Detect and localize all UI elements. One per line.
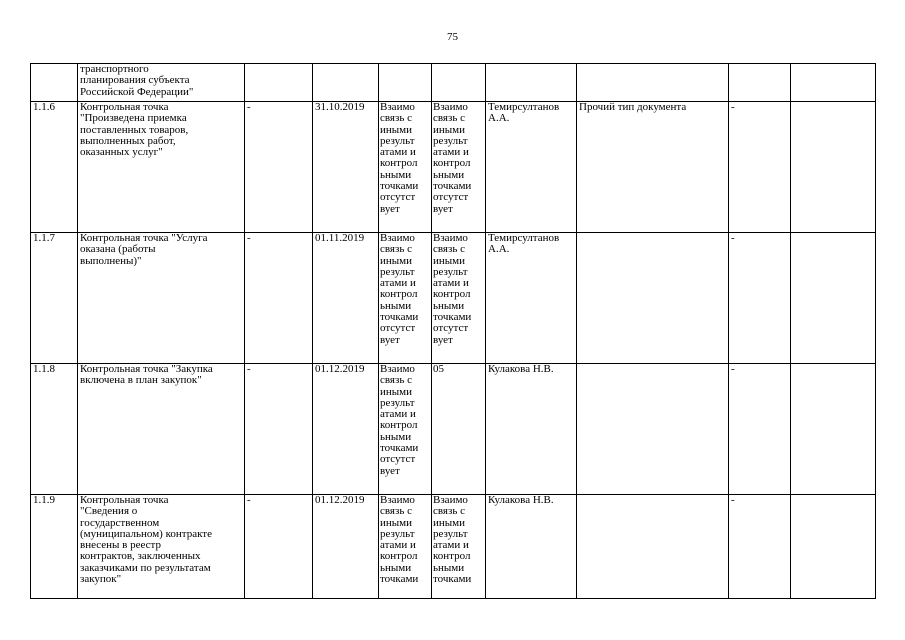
- cell-control-level: -: [729, 495, 791, 599]
- cell-link-previous: Взаимо связь с иными результ атами и контрол ьными точками отсутст вует: [379, 233, 432, 364]
- cell-document-type: Прочий тип документа: [577, 102, 729, 233]
- cell-start-date: -: [245, 233, 313, 364]
- cell-link-next: Взаимо связь с иными результ атами и контрол ьными точками отсутст вует: [432, 102, 486, 233]
- cell-control-level: -: [729, 364, 791, 495]
- cell-start-date: [245, 64, 313, 102]
- cell-number: 1.1.8: [31, 364, 78, 495]
- cell-link-next: 05: [432, 364, 486, 495]
- cell-link-previous: [379, 64, 432, 102]
- cell-extra: [791, 364, 876, 495]
- cell-extra: [791, 102, 876, 233]
- cell-number: 1.1.9: [31, 495, 78, 599]
- cell-end-date: 01.12.2019: [313, 495, 379, 599]
- cell-end-date: 01.11.2019: [313, 233, 379, 364]
- cell-number: [31, 64, 78, 102]
- cell-link-next: Взаимо связь с иными результ атами и контрол ьными точками: [432, 495, 486, 599]
- control-points-table: [30, 63, 876, 599]
- cell-link-previous: Взаимо связь с иными результ атами и контрол ьными точками отсутст вует: [379, 364, 432, 495]
- cell-link-next: Взаимо связь с иными результ атами и контрол ьными точками отсутст вует: [432, 233, 486, 364]
- cell-extra: [791, 233, 876, 364]
- cell-control-level: -: [729, 233, 791, 364]
- cell-document-type: [577, 233, 729, 364]
- cell-link-previous: Взаимо связь с иными результ атами и контрол ьными точками: [379, 495, 432, 599]
- cell-responsible: Темирсултанов А.А.: [486, 233, 577, 364]
- cell-start-date: -: [245, 102, 313, 233]
- cell-end-date: 31.10.2019: [313, 102, 379, 233]
- cell-start-date: -: [245, 364, 313, 495]
- cell-document-type: [577, 495, 729, 599]
- cell-link-previous: Взаимо связь с иными результ атами и контрол ьными точками отсутст вует: [379, 102, 432, 233]
- page-number: 75: [447, 31, 458, 43]
- cell-link-next: [432, 64, 486, 102]
- cell-name: Контрольная точка "Произведена приемка поставленных товаров, выполненных работ, оказанных услуг": [78, 102, 245, 233]
- table-row: [31, 495, 876, 599]
- cell-responsible: [486, 64, 577, 102]
- cell-document-type: [577, 364, 729, 495]
- cell-responsible: Кулакова Н.В.: [486, 364, 577, 495]
- cell-extra: [791, 64, 876, 102]
- table-row-continuation: [31, 64, 876, 102]
- table-row: [31, 102, 876, 233]
- cell-name: Контрольная точка "Закупка включена в план закупок": [78, 364, 245, 495]
- table-row: [31, 233, 876, 364]
- cell-end-date: 01.12.2019: [313, 364, 379, 495]
- cell-document-type: [577, 64, 729, 102]
- cell-number: 1.1.6: [31, 102, 78, 233]
- cell-control-level: [729, 64, 791, 102]
- cell-extra: [791, 495, 876, 599]
- cell-control-level: -: [729, 102, 791, 233]
- table-row: [31, 364, 876, 495]
- cell-responsible: Темирсултанов А.А.: [486, 102, 577, 233]
- cell-name: Контрольная точка "Услуга оказана (работы выполнены)": [78, 233, 245, 364]
- cell-name: транспортного планирования субъекта Российской Федерации": [78, 64, 245, 102]
- cell-end-date: [313, 64, 379, 102]
- cell-name: Контрольная точка "Сведения о государственном (муниципальном) контракте внесены в реестр контрактов, заключенных заказчиками по результатам закупок": [78, 495, 245, 599]
- cell-number: 1.1.7: [31, 233, 78, 364]
- cell-responsible: Кулакова Н.В.: [486, 495, 577, 599]
- cell-start-date: -: [245, 495, 313, 599]
